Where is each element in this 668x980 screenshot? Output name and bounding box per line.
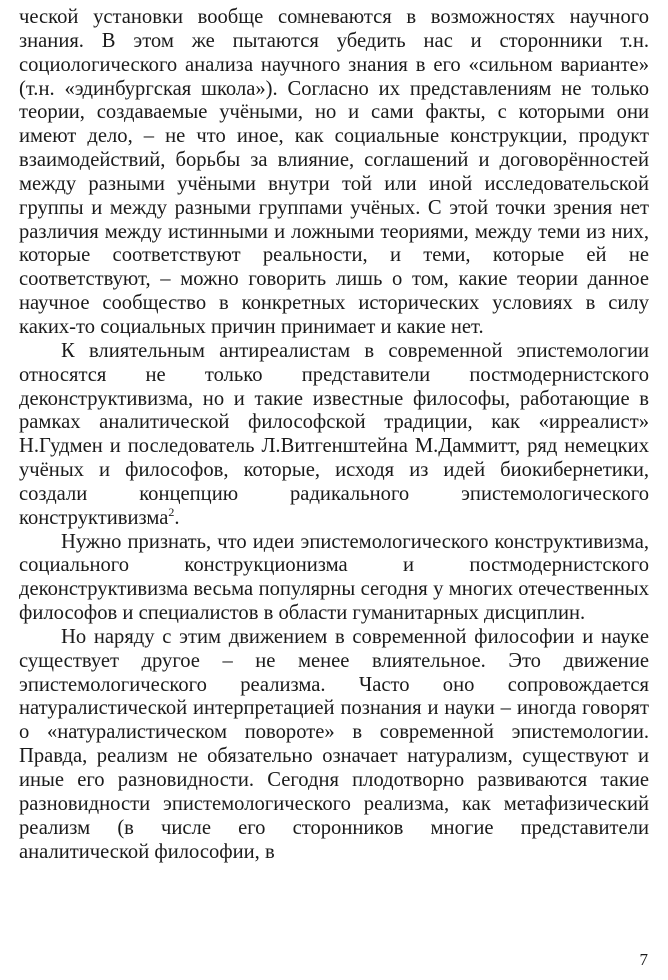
paragraph-4: Но наряду с этим движением в современной философии и науке существует другое – не менее влиятельное. Это движение эпистемологического реализма. Часто оно сопровождается натуралистической интерпретацией познания и науки – иногда говорят о «натуралистическом повороте» в современной эпистемологии. Правда, реализм не обязательно означает натурализм, существуют и иные его разновидности. Сегодня плодотворно развиваются такие разновидности эпистемологического реализма, как метафизический реализм (в числе его сторонников многие представители аналитической философии, в (19, 625, 649, 863)
paragraph-2-text: К влиятельным антиреалистам в современной эпистемологии относятся не только представители постмодернистского деконструктивизма, но и такие известные философы, работающие в рамках аналитической философской традиции, как «ирреалист» Н.Гудмен и последователь Л.Витгенштейна М.Даммитт, ряд немецких учёных и философов, которые, исходя из идей биокибернетики, создали концепцию радикального эпистемологического конструктивизма (19, 339, 649, 529)
paragraph-1: ческой установки вообще сомневаются в возможностях научного знания. В этом же пытаются убедить нас и сторонники т.н. социологического анализа научного знания в его «сильном варианте» (т.н. «эдинбургская школа»). Согласно их представлениям не только теории, создаваемые учёными, но и сами факты, с которыми они имеют дело, – не что иное, как социальные конструкции, продукт взаимодействий, борьбы за влияние, соглашений и договорённостей между разными учёными внутри той или иной исследовательской группы и между разными группами учёных. С этой точки зрения нет различия между истинными и ложными теориями, между теми из них, которые соответствуют реальности, и теми, которые ей не соответствуют, – можно говорить лишь о том, какие теории данное научное сообщество в конкретных исторических условиях в силу каких-то социальных причин принимает и какие нет. (19, 6, 649, 338)
paragraph-3: Нужно признать, что идеи эпистемологического конструктивизма, социального конструкционизма и постмодернистского деконструктивизма весьма популярны сегодня у многих отечественных философов и специалистов в области гуманитарных дисциплин. (19, 530, 649, 625)
footnote-reference: 2 (168, 504, 175, 519)
page-number: 7 (639, 950, 648, 969)
paragraph-2 (19, 340, 649, 531)
paragraph-2-tail: . (174, 506, 180, 529)
page-body (19, 6, 649, 864)
